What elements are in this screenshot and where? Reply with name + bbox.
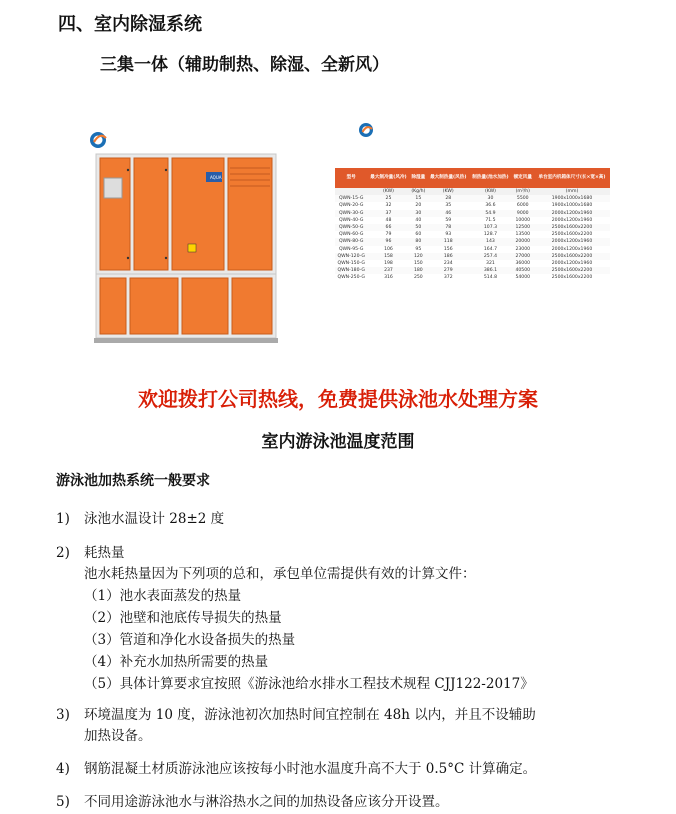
table-cell: 9000	[512, 210, 534, 217]
table-cell: 198	[384, 260, 393, 266]
item-text: 耗热量	[84, 545, 125, 561]
table-cell: 180	[410, 267, 428, 274]
table-cell: 54.9	[469, 210, 511, 217]
table-cell: 40500	[512, 267, 534, 274]
table-cell: QWN-180-G	[335, 267, 367, 274]
table-cell: 107.3	[469, 224, 511, 231]
table-cell: 30	[410, 210, 428, 217]
table-unit: (Kg/h)	[411, 189, 426, 195]
sub-item: （3）管道和净化水设备损失的热量	[84, 632, 296, 648]
item-number: 1)	[56, 511, 70, 527]
table-cell: 2000x1200x1960	[551, 260, 593, 266]
table-cell: QWN-20-G	[338, 203, 364, 209]
table-cell: QWN-15-G	[335, 195, 367, 202]
item-number: 5)	[56, 794, 70, 810]
table-cell: 372	[443, 275, 453, 281]
table-header: 除湿量	[410, 168, 428, 188]
table-cell: 40	[415, 217, 422, 223]
table-cell: QWN-150-G	[337, 260, 365, 266]
table-cell: 1900x1000x1680	[534, 195, 610, 202]
table-unit: (m³/h)	[512, 188, 534, 195]
table-cell: 2000x1200x1960	[551, 217, 593, 223]
table-row	[335, 246, 610, 253]
table-row	[335, 274, 610, 281]
company-logo-icon	[90, 132, 106, 148]
table-cell: 6000	[516, 203, 529, 209]
table-cell: 37	[367, 210, 409, 217]
table-cell: QWN-250-G	[337, 275, 365, 281]
table-cell: 118	[427, 238, 469, 245]
item-text: 加热设备。	[84, 728, 152, 744]
table-cell: 2000x1200x1960	[551, 246, 593, 252]
table-cell: 234	[443, 260, 453, 266]
section-title: 室内游泳池温度范围	[261, 432, 415, 452]
table-row	[335, 210, 610, 217]
table-cell: 30	[469, 195, 511, 202]
table-cell: QWN-60-G	[338, 232, 364, 238]
table-cell: 321	[486, 260, 495, 266]
table-row	[335, 238, 610, 245]
table-cell: 35	[445, 203, 452, 209]
table-cell: 2500x1600x2200	[534, 253, 610, 260]
table-header: 型号	[335, 168, 367, 188]
table-cell: 78	[427, 224, 469, 231]
table-cell: 27000	[512, 253, 534, 260]
sub-item: （5）具体计算要求宜按照《游泳池给水排水工程技术规程 CJJ122-2017》	[84, 676, 534, 692]
table-cell: 60	[415, 232, 422, 238]
table-header: 最大制热量(风热)	[427, 168, 469, 188]
table-row	[335, 231, 610, 238]
requirements-title: 游泳池加热系统一般要求	[56, 473, 210, 489]
table-cell: 50	[410, 224, 428, 231]
table-row	[335, 195, 610, 202]
table-row	[335, 253, 610, 260]
subheading: 三集一体（辅助制热、除湿、全新风）	[100, 55, 389, 75]
table-cell: QWN-80-G	[335, 238, 367, 245]
table-cell: 20000	[512, 238, 534, 245]
table-header: 最大制冷量(风冷)	[367, 168, 409, 188]
table-cell: 2000x1200x1960	[534, 238, 610, 245]
table-cell: 279	[427, 267, 469, 274]
table-row	[335, 224, 610, 231]
table-unit: (KW)	[367, 188, 409, 195]
table-header: 单台室内机箱体尺寸(长×宽×高)	[534, 168, 610, 188]
table-cell: 250	[413, 275, 423, 281]
table-cell: 106	[384, 246, 393, 252]
item-text: 钢筋混凝土材质游泳池应该按每小时池水温度升高不大于 0.5°C 计算确定。	[84, 761, 537, 777]
item-number: 2)	[56, 545, 70, 561]
table-row	[335, 267, 610, 274]
table-row	[335, 202, 610, 209]
table-cell: 128.7	[483, 232, 498, 238]
table-cell: 257.4	[469, 253, 511, 260]
item-number: 3)	[56, 707, 70, 723]
table-cell: 95	[415, 246, 422, 252]
table-cell: 12500	[512, 224, 534, 231]
table-unit	[335, 188, 367, 195]
table-cell: 66	[367, 224, 409, 231]
table-cell: 10000	[515, 217, 531, 223]
svg-text:AQUA: AQUA	[210, 175, 222, 180]
table-cell: QWN-95-G	[338, 246, 364, 252]
hotline-banner: 欢迎拨打公司热线，免费提供泳池水处理方案	[138, 387, 538, 411]
table-cell: 156	[443, 246, 453, 252]
table-cell: 36000	[515, 260, 531, 266]
table-cell: 120	[410, 253, 428, 260]
table-cell: 93	[445, 232, 452, 238]
table-cell: 164.7	[483, 246, 498, 252]
requirements-list	[56, 508, 666, 808]
table-cell: 32	[385, 203, 392, 209]
table-unit: (KW)	[427, 188, 469, 195]
table-cell: 79	[385, 232, 392, 238]
table-cell: 143	[469, 238, 511, 245]
table-cell: 1900x1000x1680	[551, 203, 593, 209]
table-cell: 48	[385, 217, 392, 223]
table-cell: 316	[384, 275, 393, 281]
table-unit: (mm)	[534, 188, 610, 195]
table-cell: QWN-30-G	[335, 210, 367, 217]
table-cell: 36.6	[485, 203, 496, 209]
item-text: 泳池水温设计 28±2 度	[84, 511, 225, 527]
table-cell: 46	[427, 210, 469, 217]
table-cell: 5500	[512, 195, 534, 202]
company-logo-icon	[358, 122, 374, 138]
table-cell: 25	[367, 195, 409, 202]
item-number: 4)	[56, 761, 70, 777]
table-cell: 158	[367, 253, 409, 260]
table-cell: QWN-120-G	[335, 253, 367, 260]
table-cell: 71.5	[485, 217, 496, 223]
table-cell: 28	[427, 195, 469, 202]
table-cell: 2500x1600x2200	[551, 232, 593, 238]
table-cell: 2500x1600x2200	[551, 275, 593, 281]
table-cell: 2500x1600x2200	[534, 224, 610, 231]
table-cell: 186	[427, 253, 469, 260]
table-cell: 237	[367, 267, 409, 274]
spec-table	[335, 168, 610, 348]
dehumidifier-unit-image	[88, 118, 288, 346]
item-text: 环境温度为 10 度，游泳池初次加热时间宜控制在 48h 以内，并且不设辅助	[84, 707, 536, 723]
table-cell: 150	[413, 260, 423, 266]
table-row	[335, 260, 610, 267]
item-text: 池水耗热量因为下列项的总和，承包单位需提供有效的计算文件：	[84, 566, 476, 582]
table-header: 额定风量	[512, 168, 534, 188]
table-cell: 80	[410, 238, 428, 245]
item-text: 不同用途游泳池水与淋浴热水之间的加热设备应该分开设置。	[84, 794, 449, 810]
heading: 四、室内除湿系统	[58, 14, 202, 35]
table-cell: 96	[367, 238, 409, 245]
table-cell: 59	[445, 217, 452, 223]
table-cell: 2000x1200x1960	[534, 210, 610, 217]
sub-item: （1）池水表面蒸发的热量	[84, 588, 242, 604]
table-cell: 23000	[515, 246, 531, 252]
table-cell: 15	[410, 195, 428, 202]
table-cell: 514.8	[483, 275, 498, 281]
table-cell: 2500x1600x2200	[534, 267, 610, 274]
table-cell: 13500	[515, 232, 531, 238]
table-cell: 386.1	[469, 267, 511, 274]
table-row	[335, 217, 610, 224]
table-cell: QWN-50-G	[335, 224, 367, 231]
table-unit: (KW)	[469, 188, 511, 195]
sub-item: （4）补充水加热所需要的热量	[84, 654, 269, 670]
table-cell: 54000	[515, 275, 531, 281]
sub-item: （2）池壁和池底传导损失的热量	[84, 610, 282, 626]
table-cell: 20	[415, 203, 422, 209]
table-cell: QWN-40-G	[338, 217, 364, 223]
table-header: 制热量(池水加热)	[469, 168, 511, 188]
